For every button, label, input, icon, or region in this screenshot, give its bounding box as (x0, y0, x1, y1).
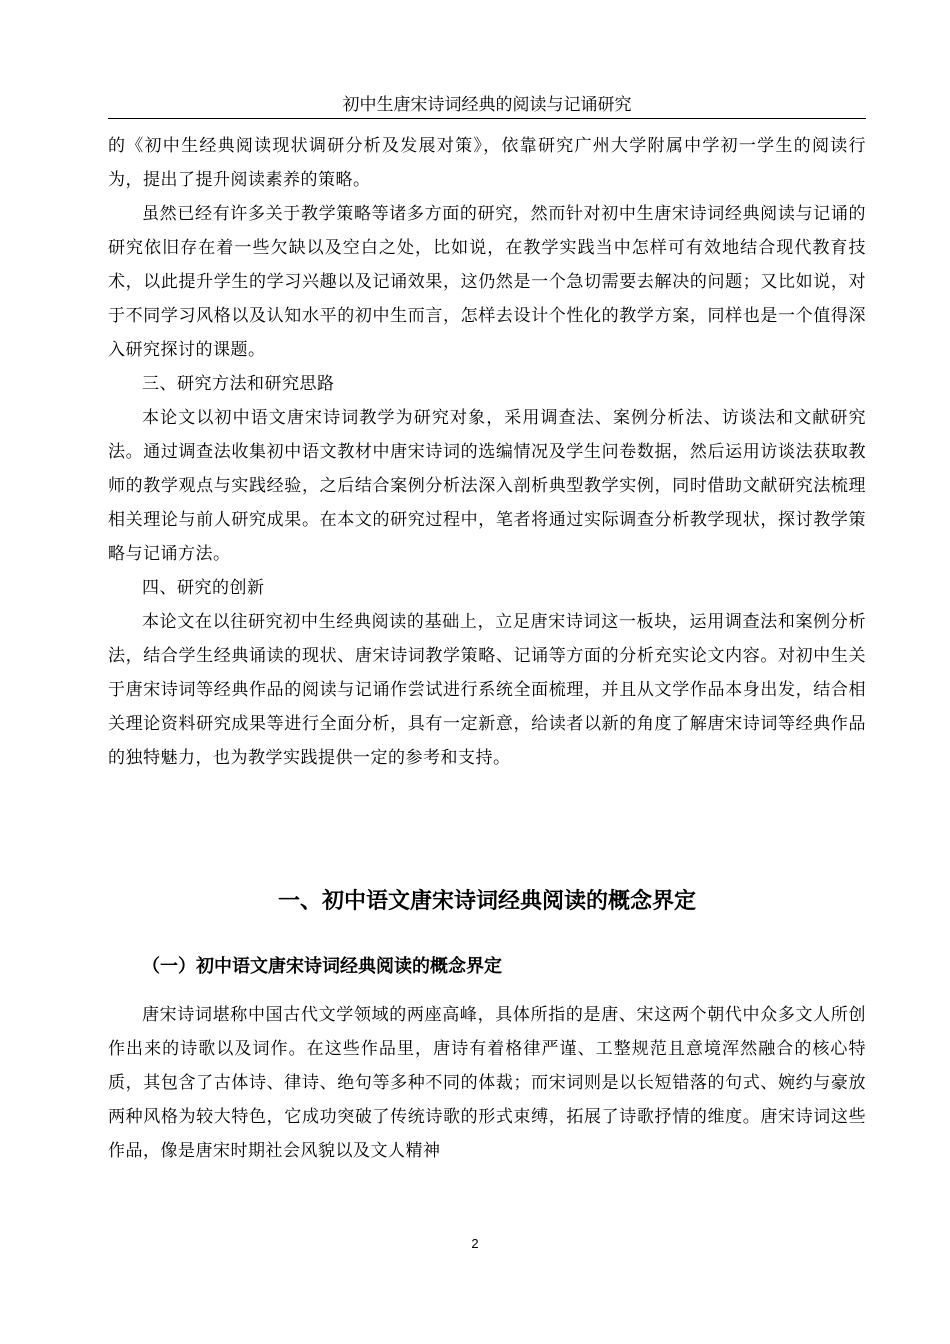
chapter-body (108, 998, 866, 1168)
paragraph-continued: 的《初中生经典阅读现状调研分析及发展对策》，依靠研究广州大学附属中学初一学生的阅读行为，提出了提升阅读素养的策略。 (108, 136, 866, 190)
running-header: 初中生唐宋诗词经典的阅读与记诵研究 (108, 92, 866, 119)
page-number: 2 (471, 1236, 479, 1251)
paragraph-tang-song-definition: 唐宋诗词堪称中国古代文学领域的两座高峰，具体所指的是唐、宋这两个朝代中众多文人所创作出来的诗歌以及词作。在这些作品里，唐诗有着格律严谨、工整规范且意境浑然融合的核心特质，其包含了古体诗、律诗、绝句等多种不同的体裁；而宋词则是以长短错落的句式、婉约与豪放两种风格为较大特色，它成功突破了传统诗歌的形式束缚，拓展了诗歌抒情的维度。唐宋诗词这些作品，像是唐宋时期社会风貌以及文人精神 (108, 1005, 866, 1161)
paragraph-research-methods: 本论文以初中语文唐宋诗词教学为研究对象，采用调查法、案例分析法、访谈法和文献研究法。通过调查法收集初中语文教材中唐宋诗词的选编情况及学生问卷数据，然后运用访谈法获取教师的教学观点与实践经验，之后结合案例分析法深入剖析典型教学实例，同时借助文献研究法梳理相关理论与前人研究成果。在本文的研究过程中，笔者将通过实际调查分析教学现状，探讨教学策略与记诵方法。 (108, 408, 866, 564)
chapter-title: 一、初中语文唐宋诗词经典阅读的概念界定 (277, 889, 696, 914)
paragraph-research-gap: 虽然已经有许多关于教学策略等诸多方面的研究，然而针对初中生唐宋诗词经典阅读与记诵的研究依旧存在着一些欠缺以及空白之处，比如说，在教学实践当中怎样可有效地结合现代教育技术，以此提升学生的学习兴趣以及记诵效果，这仍然是一个急切需要去解决的问题；又比如说，对于不同学习风格以及认知水平的初中生而言，怎样去设计个性化的教学方案，同样也是一个值得深入研究探讨的课题。 (108, 204, 866, 360)
heading-innovation: 四、研究的创新 (142, 578, 265, 598)
heading-research-methods: 三、研究方法和研究思路 (142, 374, 335, 394)
subsection-title: （一）初中语文唐宋诗词经典阅读的概念界定 (142, 956, 502, 977)
intro-section (108, 129, 866, 775)
paragraph-innovation: 本论文在以往研究初中生经典阅读的基础上，立足唐宋诗词这一板块，运用调查法和案例分析法，结合学生经典诵读的现状、唐宋诗词教学策略、记诵等方面的分析充实论文内容。对初中生关于唐宋诗词等经典作品的阅读与记诵作尝试进行系统全面梳理，并且从文学作品本身出发，结合相关理论资料研究成果等进行全面分析，具有一定新意，给读者以新的角度了解唐宋诗词等经典作品的独特魅力，也为教学实践提供一定的参考和支持。 (108, 612, 866, 768)
